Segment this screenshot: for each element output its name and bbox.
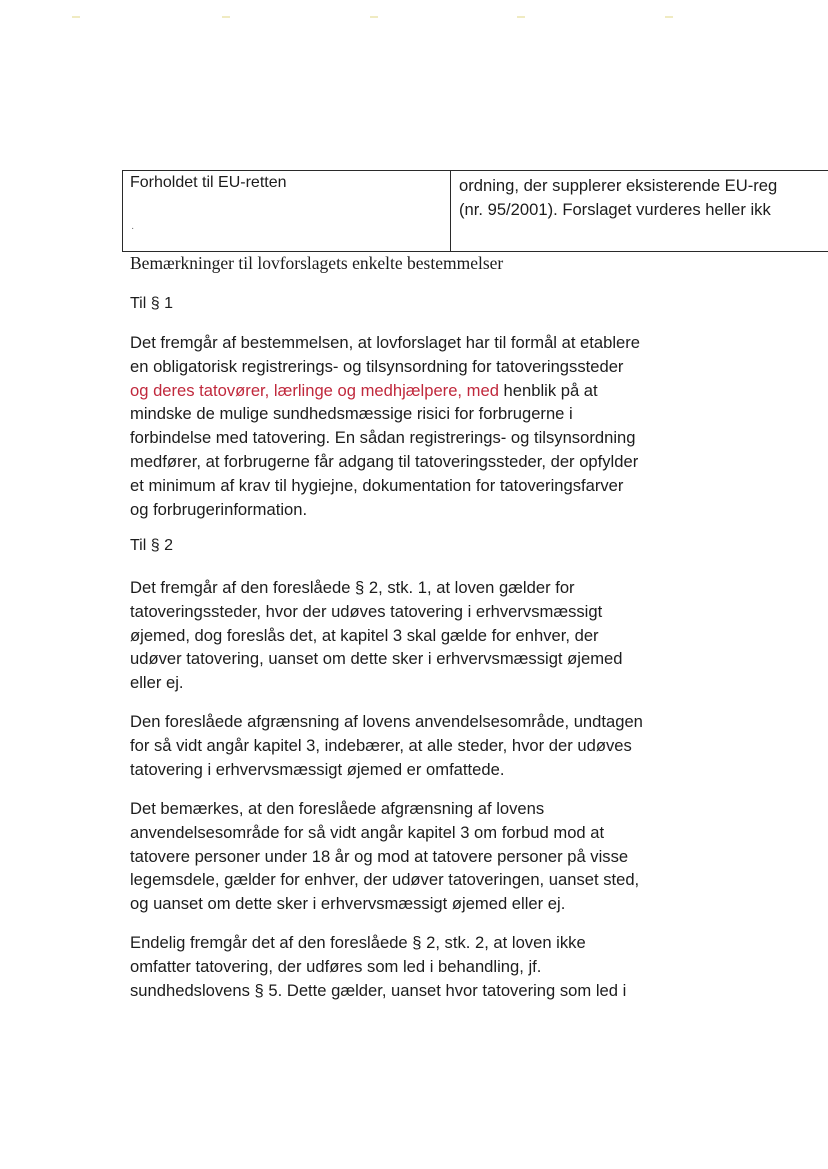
line-text: Den foreslåede afgrænsning af lovens anvendelsesområde, undtagen [130,712,643,731]
line-text: forbindelse med tatovering. En sådan registrerings- og tilsynsordning [130,428,636,448]
line-text: mindske de mulige sundhedsmæssige risici for forbrugerne i [130,404,573,424]
text-line [130,671,700,695]
table-label-cell [122,171,451,251]
text-line [130,576,700,600]
text-line [130,734,700,758]
text-line [130,931,700,955]
text-line [130,624,700,648]
line-text: eller ej. [130,673,184,693]
eu-law-table [122,170,828,252]
text-line [130,797,700,821]
text-line [130,868,700,892]
text-line [130,331,700,355]
line-text: omfatter tatovering, der udføres som led i behandling, jf. [130,956,542,976]
paragraph [130,931,700,1002]
line-text: legemsdele, gælder for enhver, der udøver tatoveringen, uanset sted, [130,870,640,890]
paragraph [130,331,700,521]
text-line [130,892,700,916]
line-text: Det fremgår af den foreslåede § 2, stk. 1, at loven gælder for [130,578,575,597]
scan-speck [665,16,673,18]
paragraph [130,576,700,695]
text-line [130,710,700,734]
text-line [130,402,700,426]
text-line [130,600,700,624]
text-line [130,474,700,498]
line-text: Det fremgår af bestemmelsen, at lovforslaget har til formål at etablere [130,333,641,352]
line-text: tatovering i erhvervsmæssigt øjemed er omfattede. [130,759,505,779]
line-text: Det bemærkes, at den foreslåede afgrænsning af lovens [130,799,545,818]
paragraph [130,710,700,781]
table-content-cell [459,174,777,222]
section-label: Til § 1 [130,295,173,312]
text-line [130,979,700,1003]
line-text: medfører, at forbrugerne får adgang til tatoveringssteder, der opfylder [130,451,639,471]
line-text: tatovere personer under 18 år og mod at tatovere personer på visse [130,846,629,866]
line-text: Endelig fremgår det af den foreslåede § 2, stk. 2, at loven ikke [130,933,586,952]
text-line [130,821,700,845]
paragraph [130,797,700,916]
line-text: henblik på at [498,380,598,400]
line-text: et minimum af krav til hygiejne, dokumentation for tatoveringsfarver [130,475,624,495]
text-line [130,845,700,869]
scan-speck [370,16,378,18]
line-text: øjemed, dog foreslås det, at kapitel 3 skal gælde for enhver, der [130,625,599,645]
line-text: tatoveringssteder, hvor der udøves tatovering i erhvervsmæssigt [130,601,603,621]
text-line [130,355,700,379]
text-line [130,379,700,403]
line-text: og uanset om dette sker i erhvervsmæssigt øjemed eller ej. [130,894,566,914]
line-text: for så vidt angår kapitel 3, indebærer, at alle steder, hvor der udøves [130,735,632,755]
table-content-line: ordning, der supplerer eksisterende EU-reg [459,176,778,195]
section-heading: Bemærkninger til lovforslagets enkelte bestemmelser [130,253,504,273]
line-text: sundhedslovens § 5. Dette gælder, uanset hvor tatovering som led i [130,980,627,1000]
text-line [130,758,700,782]
table-mark: · [131,223,135,234]
line-text: udøver tatovering, uanset om dette sker i erhvervsmæssigt øjemed [130,649,623,669]
text-line [130,498,700,522]
scan-speck [72,16,80,18]
text-line [130,450,700,474]
scan-speck [222,16,230,18]
table-label: Forholdet til EU-retten [130,174,287,191]
highlighted-text: og deres tatovører, lærlinge og medhjælpere, med [130,380,499,400]
line-text: anvendelsesområde for så vidt angår kapitel 3 om forbud mod at [130,822,605,842]
line-text: en obligatorisk registrerings- og tilsynsordning for tatoveringssteder [130,356,624,376]
line-text: og forbrugerinformation. [130,499,308,519]
table-content-line: (nr. 95/2001). Forslaget vurderes heller ikk [459,200,771,219]
text-line [130,647,700,671]
scan-speck [517,16,525,18]
section-label: Til § 2 [130,537,173,554]
text-line [130,426,700,450]
text-line [130,955,700,979]
